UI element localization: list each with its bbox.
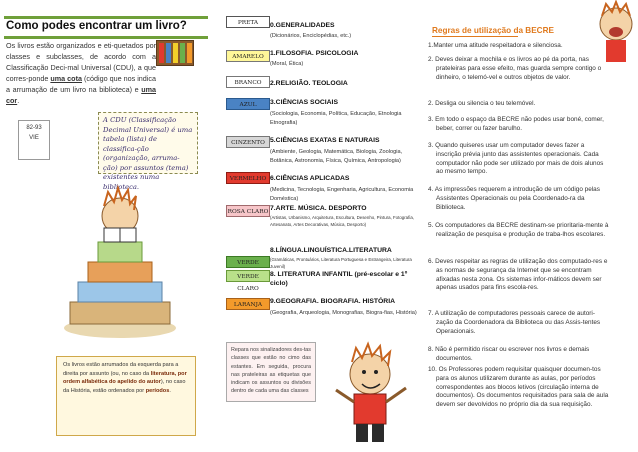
right-panel <box>424 0 638 452</box>
class-color-label: AMARELO <box>226 50 270 62</box>
class-color-label: BRANCO <box>226 76 270 88</box>
intro-text: Os livros estão organizados e eti-quetados por classes e subclasses, de acordo com a Classificação Deci-mal Universal (CDU), a que corres-ponde <box>6 41 156 83</box>
book-author-code: VIE <box>29 135 39 141</box>
rule-item: 4. As impressões requerem a introdução de um código pelas Assistentes Operacionais ou pela Coordenado-ra da Biblioteca. <box>428 186 600 211</box>
class-title: 7.ARTE. MÚSICA. DESPORTO <box>270 205 367 212</box>
rule-item: 7. A utilização de computadores pessoais carece de autori-zação da Coordenadora da Biblioteca ou das Assis-tentes Operacionais. <box>428 310 601 335</box>
class-subjects: (Medicina, Tecnologia, Engenharia, Agricultura, Economia Doméstica) <box>270 187 414 202</box>
class-title: 8. LITERATURA INFANTIL (pré-escolar e 1º ciclo) <box>270 271 408 287</box>
cartoon-boy-icon <box>324 340 420 448</box>
book-spine-label <box>18 120 50 160</box>
class-title: 8.LÍNGUA.LINGUÍSTICA.LITERATURA <box>270 247 392 254</box>
middle-panel <box>212 0 424 452</box>
class-color-label: VERDE <box>226 256 270 268</box>
class-title: 0.GENERALIDADES <box>270 22 335 29</box>
class-color-label: LARANJA <box>226 298 270 310</box>
class-color-label: VERMELHO <box>226 172 270 184</box>
class-subjects: (Sociologia, Economia, Política, Educação, Etnologia Etnografia) <box>270 111 402 126</box>
rule-item: 2. Desliga ou silencia o teu telemóvel. <box>428 100 536 107</box>
class-title: 2.RELIGIÃO. TEOLOGIA <box>270 80 348 87</box>
class-title: 3.CIÊNCIAS SOCIAIS <box>270 99 338 106</box>
arrangement-note <box>56 356 196 436</box>
class-color-label: CINZENTO <box>226 136 270 148</box>
rule-item: 10. Os Professores podem requisitar quaisquer documen-tos para os alunos utilizarem durante as aulas, por períodos correspondentes aos blocos letivos (circulação interna de documentos). Os documentos requisitados para sala de aula devem ser devolvidos no próprio dia da sua requisição. <box>428 366 609 409</box>
shelf-signs-note: Repara nos sinalizadores des-tas classes que estão no cimo das estantes. Em seguida, procura nas prateleiras as etiquetas que indicam os assuntos ou divisões dentro de cada uma das classes <box>226 342 316 402</box>
rule-item: 3. Em todo o espaço da BECRE não podes usar boné, comer, beber, correr ou fazer barulho. <box>428 116 604 132</box>
class-title: 9.GEOGRAFIA. BIOGRAFIA. HISTÓRIA <box>270 298 395 305</box>
bookshelf-icon <box>156 40 194 66</box>
class-subjects: (Artistas, Urbanismo, Arquitetura, Escultura, Desenho, Pintura, Fotografia, Artesanato, Artes Decorativas, Música, Desporto) <box>270 215 414 227</box>
reading-cartoon-icon <box>60 170 180 340</box>
class-color-label: PRETA <box>226 16 270 28</box>
note-text: Os livros estão arrumados da esquerda para a direita por assunto (ou, no caso da <box>63 362 179 377</box>
class-subjects: (Moral, Ética) <box>270 61 304 67</box>
class-subjects: (Gramáticas, Prontuários, Literatura Portuguesa e Estrangeira, Literatura Juvenil) <box>270 257 412 269</box>
intro-paragraph <box>6 40 156 106</box>
class-subjects: (Geografia, Arqueologia, Monografias, Biogra-fias, História) <box>270 310 417 316</box>
rule-item: 5. Os computadores da BECRE destinam-se prioritaria-mente à realização de pesquisa e produção de traba-lhos escolares. <box>428 222 609 238</box>
top-divider <box>4 16 208 19</box>
note-emphasis: períodos <box>145 387 170 394</box>
note-emphasis: literatura, por ordem alfabética do apelido do autor <box>63 370 187 386</box>
intro-text: . <box>17 96 20 105</box>
class-title: 6.CIÊNCIAS APLICADAS <box>270 175 350 182</box>
class-title: 1.FILOSOFIA. PSICOLOGIA <box>270 50 359 57</box>
rule-item: 3. Quando quiseres usar um computador deves fazer a inscrição prévia junto das assistentes operacionais. Cada computador não pode ser utilizado por mais de dois alunos ao mesmo tempo. <box>428 142 604 176</box>
left-title: Como podes encontrar um livro? <box>6 20 187 32</box>
rules-title-text: Regras de utilização da BECRE <box>432 26 554 35</box>
left-panel <box>0 0 212 452</box>
class-color-label: VERDE CLARO <box>226 270 270 282</box>
title-divider <box>4 36 208 39</box>
intro-cor: uma cor <box>6 85 156 105</box>
class-color-label: ROSA CLARO <box>226 205 270 217</box>
intro-text: (código que nos indica a arrumação de um livro na biblioteca) e <box>6 74 156 94</box>
rule-item: 6. Deves respeitar as regras de utilização dos computado-res e as normas de segurança da Internet que se encontram afixadas nesta zona. Os sistemas infor-máticos devem ser apenas usados para fins escola-res. <box>428 258 608 292</box>
title-underline <box>432 36 518 37</box>
note-text: ), no caso da História, estão ordenados por <box>63 379 186 394</box>
class-color-label: AZUL <box>226 98 270 110</box>
class-title: 5.CIÊNCIAS EXATAS E NATURAIS <box>270 137 380 144</box>
rule-item: 2. Deves deixar a mochila e os livros ao pé da porta, nas prateleiras para esse efeito, mas guarda sempre contigo o dinheiro, o telemó-vel e outros objetos de valor. <box>428 56 602 81</box>
rule-item: 8. Não é permitido riscar ou escrever nos livros e demais documentos. <box>428 346 590 362</box>
class-subjects: (Dicionários, Enciclopédias, etc.) <box>270 33 352 39</box>
class-subjects: (Ambiente, Geologia, Matemática, Biologia, Zoologia, Botânica, Astronomia, Física, Química, Antropologia) <box>270 149 403 164</box>
intro-cota: uma cota <box>50 74 82 83</box>
rule-item: 1.Manter uma atitude respeitadora e silenciosa. <box>428 42 563 49</box>
rules-title <box>432 26 554 35</box>
cdu-definition: A CDU (Classificação Decimal Universal) é uma tabela (lista) de classifica-ção (organização, arruma-ção) por assuntos (tema) existentes numa biblioteca. <box>98 112 198 174</box>
book-cota: 82-93 <box>26 125 42 131</box>
note-text: . <box>169 387 171 394</box>
